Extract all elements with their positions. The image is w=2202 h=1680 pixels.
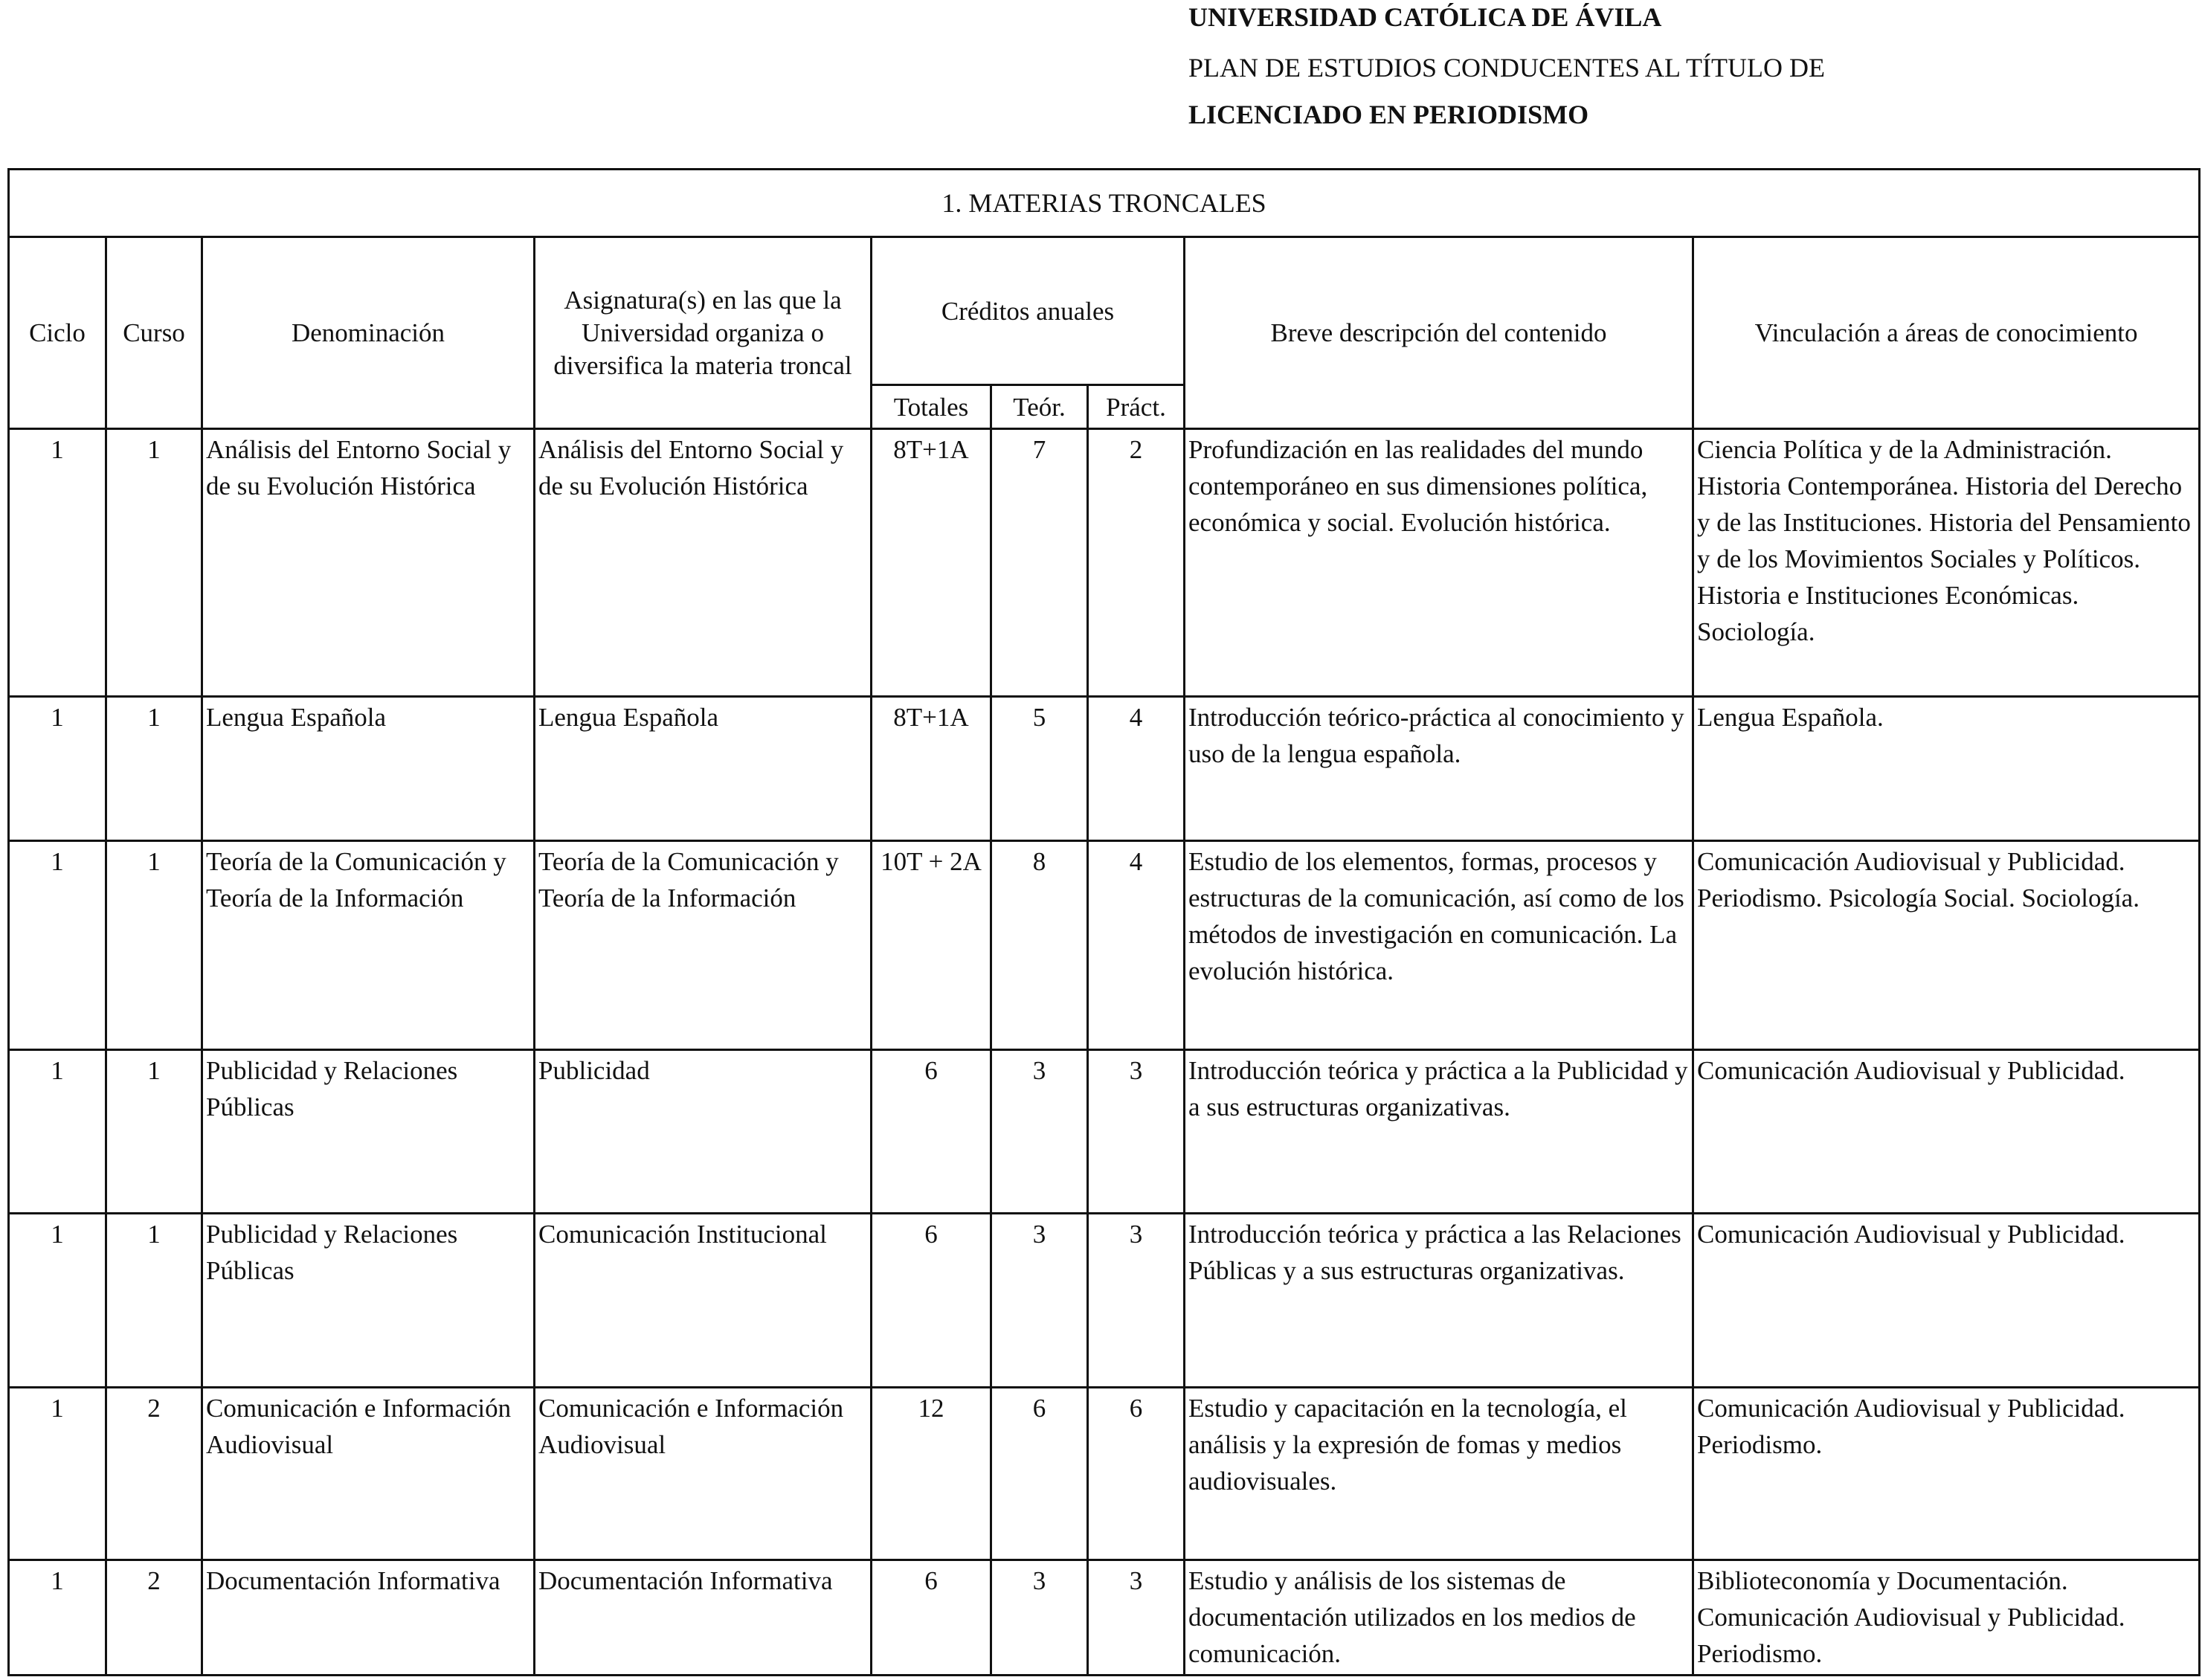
cell-pract: 2 [1088,429,1185,697]
cell-curso: 1 [106,696,202,840]
col-header-denominacion: Denominación [202,237,535,429]
cell-descripcion: Introducción teórico-práctica al conocimiento y uso de la lengua española. [1185,696,1693,840]
cell-ciclo: 1 [9,1049,106,1213]
col-header-totales: Totales [872,385,991,429]
cell-denominacion: Lengua Española [202,696,535,840]
col-header-creditos: Créditos anuales [872,237,1185,385]
col-header-asignaturas: Asignatura(s) en las que la Universidad organiza o diversifica la materia troncal [535,237,872,429]
table-row [9,1560,2200,1675]
cell-teor: 3 [991,1213,1088,1388]
cell-pract: 6 [1088,1388,1185,1560]
cell-totales: 8T+1A [872,429,991,697]
cell-ciclo: 1 [9,1388,106,1560]
cell-denominacion: Teoría de la Comunicación y Teoría de la Información [202,840,535,1049]
cell-teor: 8 [991,840,1088,1049]
cell-totales: 10T + 2A [872,840,991,1049]
cell-asignatura: Lengua Española [535,696,872,840]
cell-teor: 6 [991,1388,1088,1560]
cell-ciclo: 1 [9,840,106,1049]
cell-totales: 6 [872,1213,991,1388]
cell-asignatura: Publicidad [535,1049,872,1213]
plan-title: PLAN DE ESTUDIOS CONDUCENTES AL TÍTULO DE [1188,53,1825,83]
university-name: UNIVERSIDAD CATÓLICA DE ÁVILA [1188,2,1662,32]
cell-asignatura: Análisis del Entorno Social y de su Evolución Histórica [535,429,872,697]
table-title: 1. MATERIAS TRONCALES [9,170,2200,237]
cell-pract: 4 [1088,840,1185,1049]
cell-pract: 3 [1088,1213,1185,1388]
cell-descripcion: Estudio y capacitación en la tecnología, el análisis y la expresión de fomas y medios audiovisuales. [1185,1388,1693,1560]
table-row [9,1388,2200,1560]
col-header-ciclo: Ciclo [9,237,106,429]
cell-totales: 6 [872,1560,991,1675]
table-row [9,696,2200,840]
cell-denominacion: Comunicación e Información Audiovisual [202,1388,535,1560]
col-header-descripcion: Breve descripción del contenido [1185,237,1693,429]
cell-ciclo: 1 [9,429,106,697]
materias-troncales-table [7,168,2201,1676]
cell-teor: 7 [991,429,1088,697]
cell-teor: 5 [991,696,1088,840]
cell-descripcion: Introducción teórica y práctica a las Relaciones Públicas y a sus estructuras organizativas. [1185,1213,1693,1388]
cell-vinculacion: Comunicación Audiovisual y Publicidad. Periodismo. [1693,1388,2200,1560]
table-row [9,1213,2200,1388]
cell-pract: 3 [1088,1049,1185,1213]
cell-teor: 3 [991,1049,1088,1213]
cell-totales: 6 [872,1049,991,1213]
cell-curso: 2 [106,1560,202,1675]
cell-teor: 3 [991,1560,1088,1675]
cell-descripcion: Estudio de los elementos, formas, procesos y estructuras de la comunicación, así como de los métodos de investigación en comunicación. La evolución histórica. [1185,840,1693,1049]
cell-pract: 4 [1088,696,1185,840]
cell-vinculacion: Comunicación Audiovisual y Publicidad. [1693,1213,2200,1388]
cell-totales: 12 [872,1388,991,1560]
table-row [9,840,2200,1049]
cell-asignatura: Documentación Informativa [535,1560,872,1675]
col-header-teor: Teór. [991,385,1088,429]
table-row [9,1049,2200,1213]
cell-asignatura: Comunicación e Información Audiovisual [535,1388,872,1560]
cell-denominacion: Publicidad y Relaciones Públicas [202,1213,535,1388]
cell-vinculacion: Comunicación Audiovisual y Publicidad. [1693,1049,2200,1213]
cell-curso: 1 [106,1213,202,1388]
col-header-curso: Curso [106,237,202,429]
cell-descripcion: Profundización en las realidades del mundo contemporáneo en sus dimensiones política, económica y social. Evolución histórica. [1185,429,1693,697]
cell-curso: 2 [106,1388,202,1560]
cell-descripcion: Estudio y análisis de los sistemas de documentación utilizados en los medios de comunicación. [1185,1560,1693,1675]
cell-curso: 1 [106,840,202,1049]
cell-denominacion: Documentación Informativa [202,1560,535,1675]
cell-pract: 3 [1088,1560,1185,1675]
cell-curso: 1 [106,429,202,697]
degree-title: LICENCIADO EN PERIODISMO [1188,100,1589,129]
cell-ciclo: 1 [9,1560,106,1675]
cell-vinculacion: Biblioteconomía y Documentación. Comunicación Audiovisual y Publicidad. Periodismo. [1693,1560,2200,1675]
cell-totales: 8T+1A [872,696,991,840]
col-header-vinculacion: Vinculación a áreas de conocimiento [1693,237,2200,429]
table-row [9,429,2200,697]
cell-ciclo: 1 [9,696,106,840]
cell-ciclo: 1 [9,1213,106,1388]
cell-denominacion: Publicidad y Relaciones Públicas [202,1049,535,1213]
cell-descripcion: Introducción teórica y práctica a la Publicidad y a sus estructuras organizativas. [1185,1049,1693,1213]
cell-vinculacion: Comunicación Audiovisual y Publicidad. Periodismo. Psicología Social. Sociología. [1693,840,2200,1049]
cell-denominacion: Análisis del Entorno Social y de su Evolución Histórica [202,429,535,697]
col-header-pract: Práct. [1088,385,1185,429]
cell-curso: 1 [106,1049,202,1213]
cell-asignatura: Teoría de la Comunicación y Teoría de la Información [535,840,872,1049]
cell-asignatura: Comunicación Institucional [535,1213,872,1388]
cell-vinculacion: Lengua Española. [1693,696,2200,840]
cell-vinculacion: Ciencia Política y de la Administración. Historia Contemporánea. Historia del Derecho y de las Instituciones. Historia del Pensamiento y de los Movimientos Sociales y Políticos. Historia e Instituciones Económicas. Sociología. [1693,429,2200,697]
